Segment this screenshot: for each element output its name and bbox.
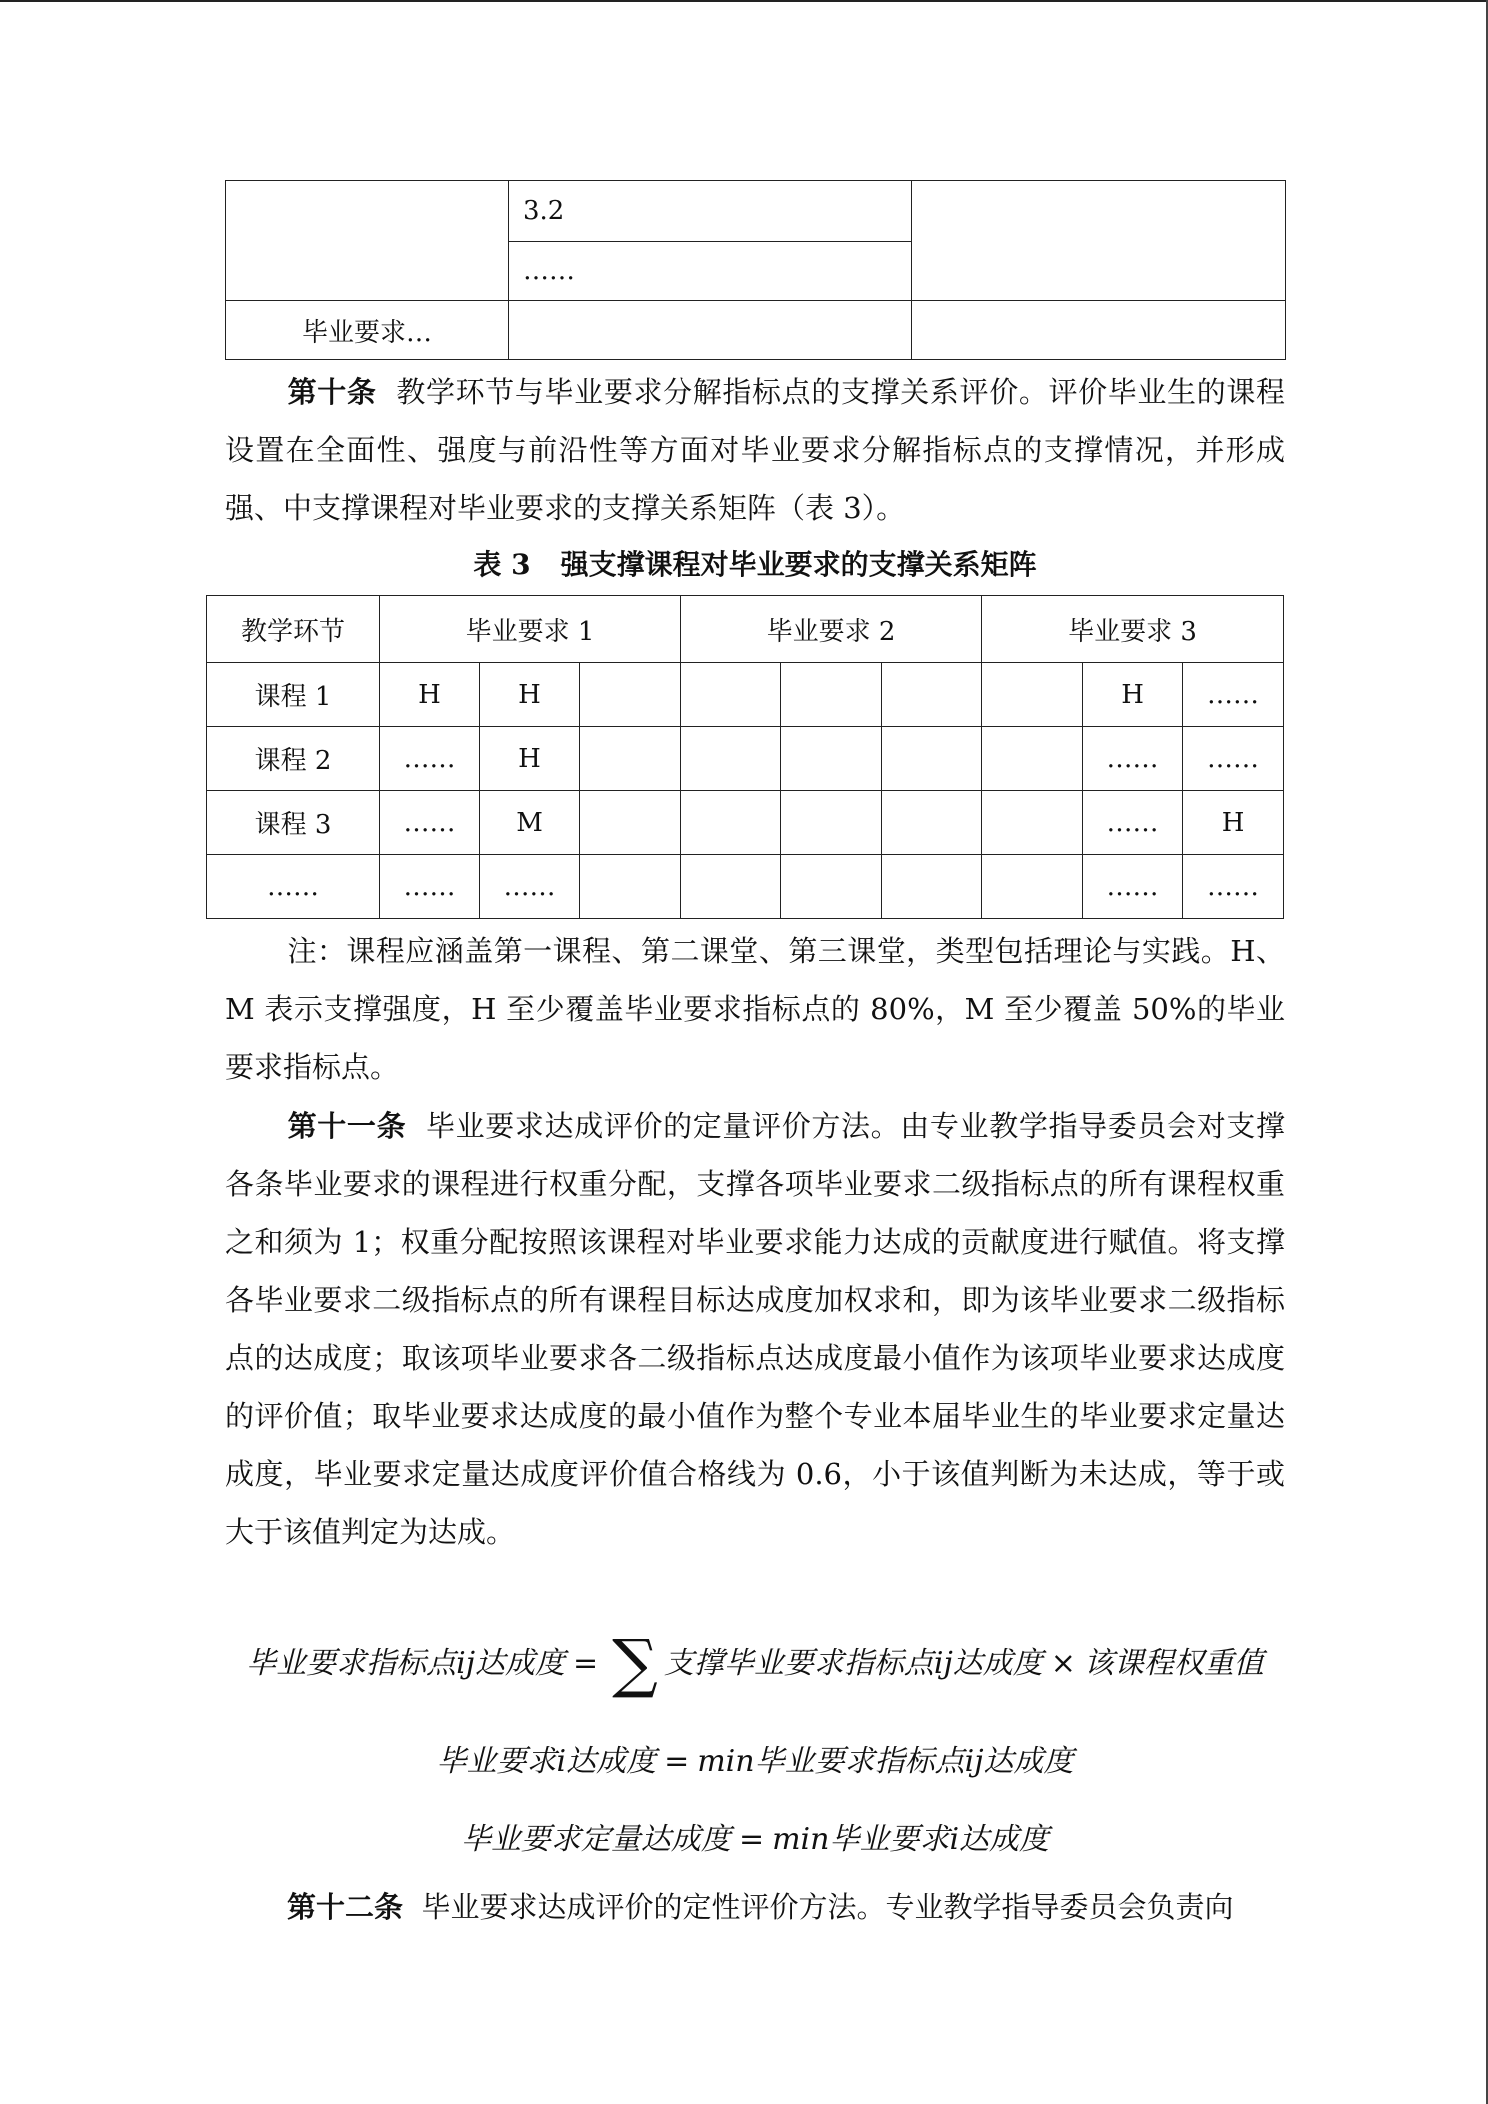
table-cell: 课程 1 bbox=[207, 663, 380, 727]
table-3-caption bbox=[225, 545, 1285, 585]
table-row bbox=[207, 663, 1284, 727]
equals-sign: = bbox=[738, 1822, 765, 1857]
table-row bbox=[207, 855, 1284, 919]
formula-2-rhs: min毕业要求指标点ij达成度 bbox=[697, 1744, 1074, 1779]
formula-requirement-achievement bbox=[225, 1740, 1285, 1784]
table-cell bbox=[580, 727, 681, 791]
section-12-text: 毕业要求达成评价的定性评价方法。专业教学指导委员会负责向 bbox=[421, 1890, 1234, 1924]
table-cell: …… bbox=[1083, 791, 1183, 855]
header-cell: 教学环节 bbox=[207, 596, 380, 663]
table-cell: …… bbox=[1083, 855, 1183, 919]
table-cell: …… bbox=[1183, 727, 1284, 791]
table-cell: …… bbox=[380, 855, 480, 919]
equals-sign: = bbox=[573, 1646, 599, 1681]
table-cell: 毕业要求… bbox=[226, 301, 509, 360]
table-cell bbox=[681, 727, 781, 791]
table-cell: …… bbox=[1183, 663, 1284, 727]
section-11-heading: 第十一条 bbox=[287, 1109, 407, 1143]
formula-2-lhs: 毕业要求i达成度 bbox=[436, 1744, 657, 1779]
table-cell bbox=[982, 855, 1083, 919]
table-cell: …… bbox=[1183, 855, 1284, 919]
table-cell bbox=[912, 301, 1286, 360]
table-cell bbox=[681, 855, 781, 919]
formula-indicator-achievement bbox=[225, 1627, 1285, 1701]
section-11-paragraph bbox=[225, 1097, 1285, 1561]
section-12-heading: 第十二条 bbox=[287, 1890, 404, 1924]
summation-symbol: ∑ bbox=[612, 1627, 658, 1701]
header-cell: 毕业要求 1 bbox=[380, 596, 681, 663]
table-cell bbox=[681, 663, 781, 727]
table-cell bbox=[882, 727, 982, 791]
table-header-row bbox=[207, 596, 1284, 663]
table-cell: …… bbox=[1083, 727, 1183, 791]
table-cell bbox=[882, 855, 982, 919]
table-cell: 课程 2 bbox=[207, 727, 380, 791]
table-3-number: 表 3 bbox=[473, 548, 531, 581]
table-cell: 课程 3 bbox=[207, 791, 380, 855]
table-cell bbox=[781, 855, 882, 919]
table-cell: H bbox=[1083, 663, 1183, 727]
table-cell: …… bbox=[380, 727, 480, 791]
table-cell: …… bbox=[380, 791, 480, 855]
table-cell bbox=[226, 181, 509, 301]
formula-1-lhs: 毕业要求指标点ij达成度 bbox=[246, 1646, 566, 1681]
table-cell bbox=[982, 663, 1083, 727]
section-10-heading: 第十条 bbox=[287, 375, 377, 409]
equals-sign: = bbox=[664, 1744, 690, 1779]
support-matrix-table bbox=[206, 595, 1284, 919]
table-cell bbox=[580, 663, 681, 727]
table-cell: M bbox=[480, 791, 580, 855]
table-row bbox=[207, 791, 1284, 855]
table-cell: …… bbox=[480, 855, 580, 919]
table-cell bbox=[580, 791, 681, 855]
section-10-paragraph bbox=[225, 363, 1285, 537]
table-cell: H bbox=[380, 663, 480, 727]
table-cell: H bbox=[1183, 791, 1284, 855]
table-cell: H bbox=[480, 727, 580, 791]
continuation-table bbox=[225, 180, 1286, 360]
table-cell bbox=[912, 181, 1286, 301]
table-cell bbox=[982, 791, 1083, 855]
table-cell bbox=[580, 855, 681, 919]
header-cell: 毕业要求 2 bbox=[681, 596, 982, 663]
table-cell: 3.2 bbox=[509, 181, 912, 242]
header-cell: 毕业要求 3 bbox=[982, 596, 1284, 663]
formula-3-lhs: 毕业要求定量达成度 bbox=[460, 1822, 731, 1857]
table-cell bbox=[982, 727, 1083, 791]
table-cell bbox=[781, 727, 882, 791]
formula-3-rhs: min毕业要求i达成度 bbox=[772, 1822, 1050, 1857]
formula-1-weight: 该课程权重值 bbox=[1083, 1646, 1264, 1681]
formula-1-term: 支撑毕业要求指标点ij达成度 bbox=[663, 1646, 1043, 1681]
note-text: 注：课程应涵盖第一课程、第二课堂、第三课堂，类型包括理论与实践。H、M 表示支撑强度，H 至少覆盖毕业要求指标点的 80%，M 至少覆盖 50%的毕业要求指标点。 bbox=[225, 934, 1285, 1084]
table-row bbox=[207, 727, 1284, 791]
section-10-text: 教学环节与毕业要求分解指标点的支撑关系评价。评价毕业生的课程设置在全面性、强度与前沿性等方面对毕业要求分解指标点的支撑情况，并形成强、中支撑课程对毕业要求的支撑关系矩阵（表 3）。 bbox=[225, 375, 1285, 525]
table-cell: …… bbox=[509, 242, 912, 301]
table-3-note bbox=[225, 922, 1285, 1096]
page-top-border bbox=[0, 0, 1488, 2]
times-sign: × bbox=[1050, 1646, 1076, 1681]
table-cell: …… bbox=[207, 855, 380, 919]
section-12-paragraph bbox=[225, 1878, 1285, 1936]
table-cell bbox=[781, 791, 882, 855]
table-cell bbox=[882, 663, 982, 727]
formula-quantitative-achievement bbox=[225, 1818, 1285, 1862]
table-cell bbox=[781, 663, 882, 727]
table-cell bbox=[681, 791, 781, 855]
section-11-text: 毕业要求达成评价的定量评价方法。由专业教学指导委员会对支撑各条毕业要求的课程进行权重分配，支撑各项毕业要求二级指标点的所有课程权重之和须为 1；权重分配按照该课程对毕业要求能力达成的贡献度进行赋值。将支撑各毕业要求二级指标点的所有课程目标达成度加权求和，即为该毕业要求二级指标点的达成度；取该项毕业要求各二级指标点达成度最小值作为该项毕业要求达成度的评价值；取毕业要求达成度的最小值作为整个专业本届毕业生的毕业要求定量达成度，毕业要求定量达成度评价值合格线为 0.6，小于该值判断为未达成，等于或大于该值判定为达成。 bbox=[225, 1109, 1285, 1549]
table-cell bbox=[882, 791, 982, 855]
table-3-title: 强支撑课程对毕业要求的支撑关系矩阵 bbox=[560, 548, 1037, 581]
table-cell: H bbox=[480, 663, 580, 727]
table-cell bbox=[509, 301, 912, 360]
